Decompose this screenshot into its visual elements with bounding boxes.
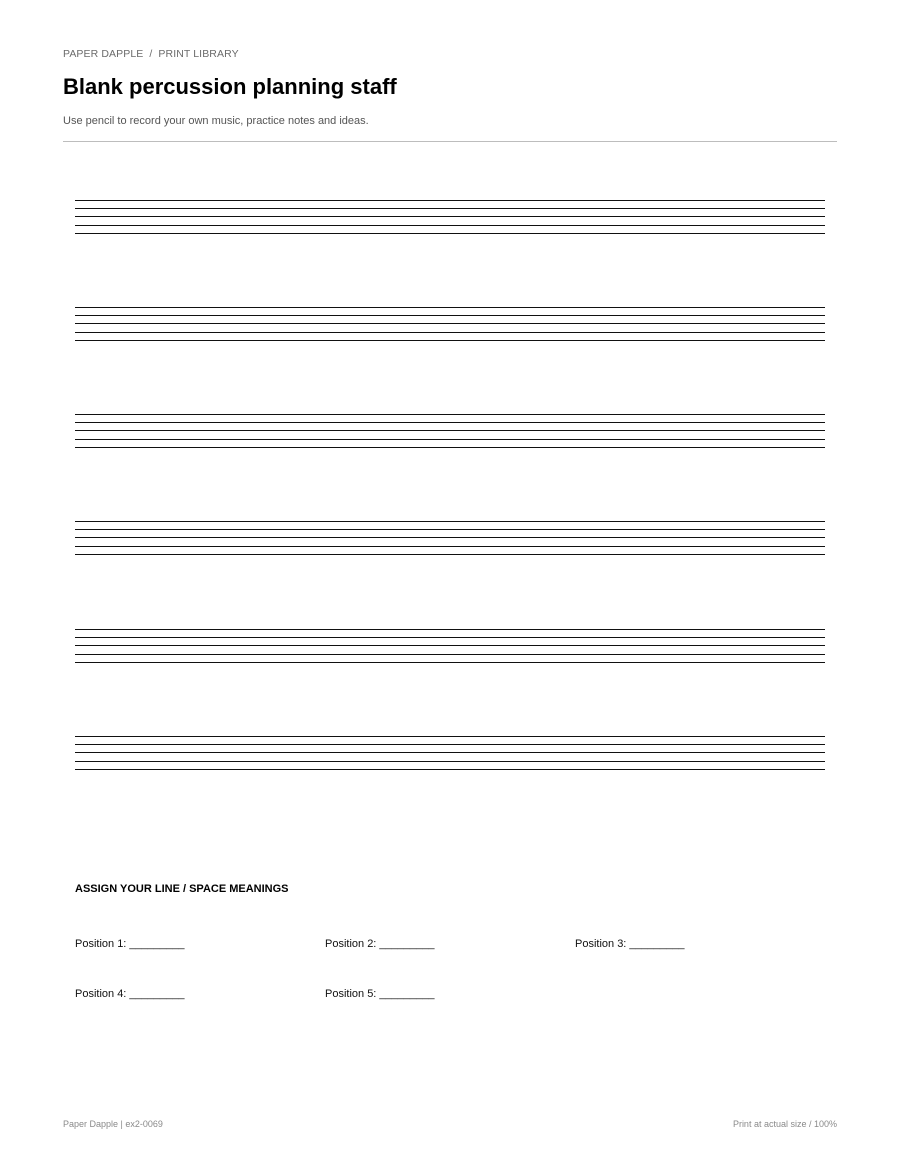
staff-line [75,654,825,655]
staff-line [75,414,825,415]
staff-line [75,554,825,555]
staff-4 [75,521,825,557]
staff-line [75,546,825,547]
staff-1 [75,200,825,236]
staff-line [75,736,825,737]
staff-line [75,430,825,431]
staff-line [75,752,825,753]
staff-line [75,662,825,663]
staff-line [75,340,825,341]
staff-3 [75,414,825,450]
breadcrumb-site[interactable]: PAPER DAPPLE [63,48,144,60]
breadcrumb-section[interactable]: PRINT LIBRARY [158,48,239,60]
position-1-field: Position 1: _________ [75,938,185,950]
position-5-field: Position 5: _________ [325,988,435,1000]
staff-line [75,645,825,646]
position-2-field: Position 2: _________ [325,938,435,950]
staff-line [75,307,825,308]
staff-line [75,761,825,762]
staff-line [75,637,825,638]
staff-line [75,769,825,770]
staff-line [75,323,825,324]
staff-area [75,0,825,800]
legend-heading: ASSIGN YOUR LINE / SPACE MEANINGS [75,883,289,895]
position-3-field: Position 3: _________ [575,938,685,950]
staff-5 [75,629,825,665]
footer-left: Paper Dapple | ex2-0069 [63,1119,163,1129]
staff-2 [75,307,825,343]
staff-line [75,208,825,209]
staff-line [75,422,825,423]
staff-line [75,529,825,530]
breadcrumb-separator: / [149,48,153,60]
staff-line [75,439,825,440]
footer-right: Print at actual size / 100% [732,1119,837,1129]
staff-6 [75,736,825,772]
staff-line [75,521,825,522]
page-subtitle: Use pencil to record your own music, practice notes and ideas. [63,115,369,127]
staff-line [75,332,825,333]
staff-line [75,744,825,745]
staff-line [75,233,825,234]
staff-line [75,447,825,448]
staff-line [75,629,825,630]
staff-line [75,537,825,538]
staff-line [75,216,825,217]
page-title: Blank percussion planning staff [63,74,397,99]
staff-line [75,315,825,316]
staff-line [75,200,825,201]
position-4-field: Position 4: _________ [75,988,185,1000]
staff-line [75,225,825,226]
